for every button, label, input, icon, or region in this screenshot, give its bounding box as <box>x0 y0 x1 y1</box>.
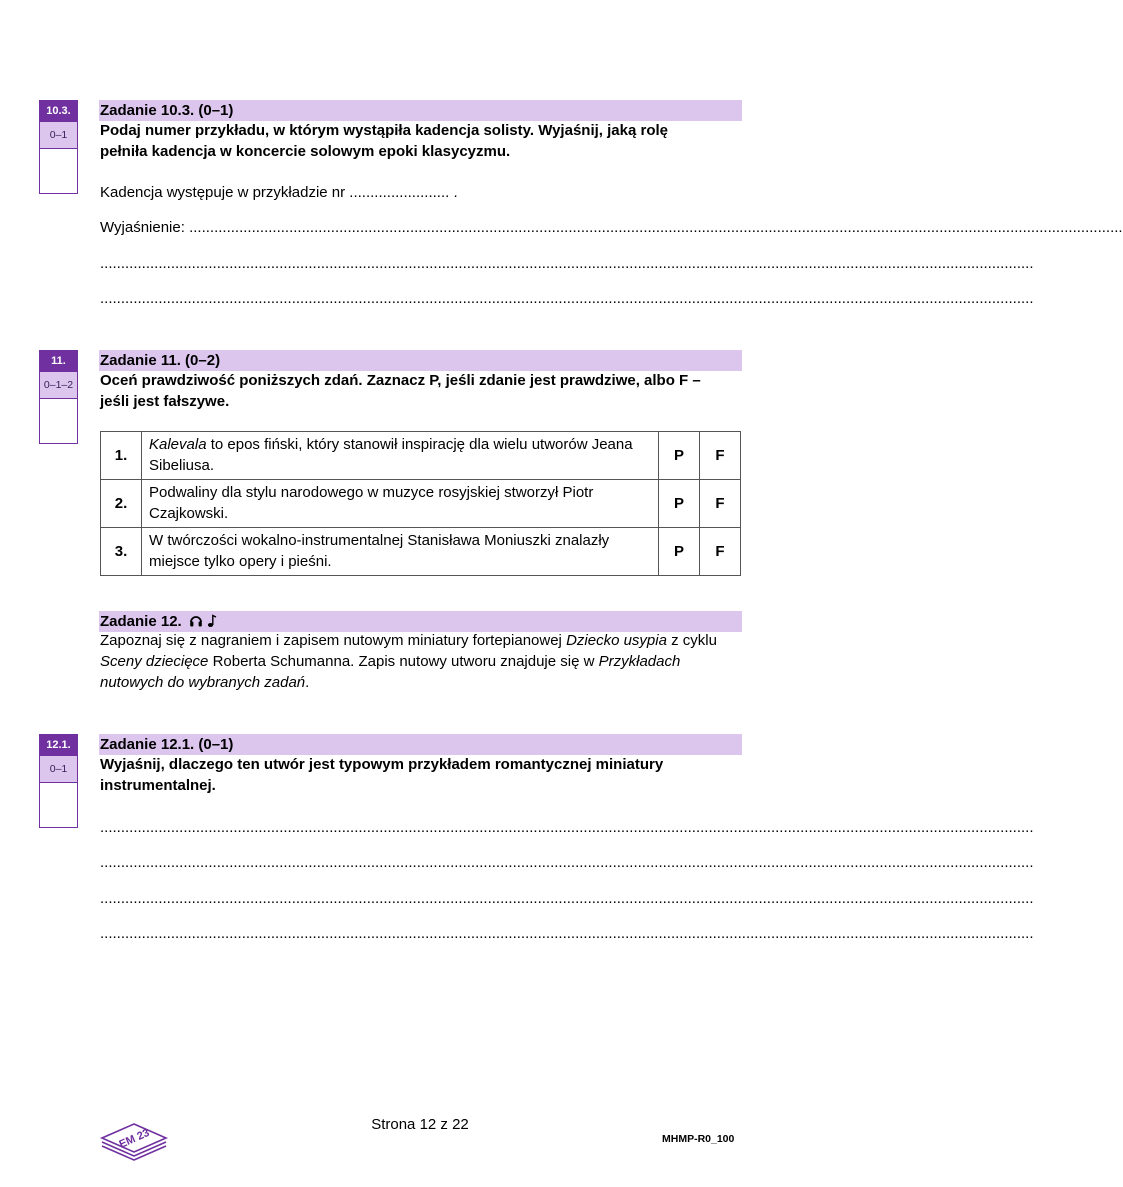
dotted-answer-line: ................................................................................................................................................................................................................................ <box>189 219 1123 236</box>
table-row <box>101 432 741 480</box>
task-question-11 <box>100 370 740 412</box>
false-option[interactable]: F <box>700 432 741 480</box>
statement <box>142 528 659 576</box>
question-line: Oceń prawdziwość poniższych zdań. Zaznacz P, jeśli zdanie jest prawdziwe, albo F – <box>100 372 701 389</box>
task-points-badge: 0–1 <box>40 756 77 783</box>
task-title-12-1: Zadanie 12.1. (0–1) <box>99 734 742 755</box>
score-input-box[interactable] <box>40 399 77 443</box>
statement-text: Podwaliny dla stylu narodowego w muzyce rosyjskiej stworzył Piotr <box>149 484 594 501</box>
music-note-icon <box>207 614 217 628</box>
logo-text: EM 23 <box>117 1126 152 1151</box>
explanation-line-2[interactable]: ................................................................................................................................................................................................................................ <box>100 255 1034 272</box>
task-12-intro <box>100 630 745 693</box>
intro-text: . <box>305 674 310 691</box>
answer-line-3[interactable]: ................................................................................................................................................................................................................................ <box>100 890 1034 907</box>
page-number: Strona 12 z 22 <box>371 1116 469 1133</box>
question-line: Wyjaśnij, dlaczego ten utwór jest typowym przykładem romantycznej miniatury <box>100 756 664 773</box>
task-number-badge: 11. <box>40 351 77 372</box>
task-points-badge: 0–1 <box>40 122 77 149</box>
task-title-text: Zadanie 12. <box>100 613 182 630</box>
statement-italic: Kalevala <box>149 436 207 453</box>
question-line: instrumentalnej. <box>100 777 216 794</box>
question-line: pełniła kadencja w koncercie solowym epoki klasycyzmu. <box>100 143 511 160</box>
true-option[interactable]: P <box>659 528 700 576</box>
true-option[interactable]: P <box>659 432 700 480</box>
statement-text: miejsce tylko opery i pieśni. <box>149 553 332 570</box>
statement-text: Sibeliusa. <box>149 457 215 474</box>
task-number-badge: 10.3. <box>40 101 77 122</box>
score-box-11 <box>39 350 78 444</box>
true-false-table <box>100 431 741 576</box>
statement <box>142 432 659 480</box>
row-number: 1. <box>101 432 142 480</box>
statement-text: Czajkowski. <box>149 505 229 522</box>
intro-text: Roberta Schumanna. Zapis nutowy utworu znajduje się w <box>208 653 599 670</box>
false-option[interactable]: F <box>700 480 741 528</box>
answer-line-4[interactable]: ................................................................................................................................................................................................................................ <box>100 925 1034 942</box>
task-title-10-3: Zadanie 10.3. (0–1) <box>99 100 742 121</box>
intro-text: Zapoznaj się z nagraniem i zapisem nutowym miniatury fortepianowej <box>100 632 567 649</box>
task-question-12-1 <box>100 754 740 796</box>
question-line: jeśli jest fałszywe. <box>100 393 230 410</box>
false-option[interactable]: F <box>700 528 741 576</box>
headphones-icon <box>189 614 203 628</box>
question-line: Podaj numer przykładu, w którym wystąpiła kadencja solisty. Wyjaśnij, jaką rolę <box>100 122 668 139</box>
exam-code: MHMP-R0_100 <box>662 1133 735 1145</box>
row-number: 3. <box>101 528 142 576</box>
task-title-12 <box>99 611 742 632</box>
answer-line-1[interactable]: ................................................................................................................................................................................................................................ <box>100 819 1034 836</box>
explanation-line-1[interactable] <box>100 217 1123 238</box>
intro-text: z cyklu <box>666 632 717 649</box>
intro-italic: Dziecko usypia <box>566 632 667 649</box>
table-row <box>101 528 741 576</box>
explanation-label: Wyjaśnienie: <box>100 219 190 236</box>
score-input-box[interactable] <box>40 783 77 827</box>
statement-text: to epos fiński, który stanowił inspirację dla wielu utworów Jeana <box>206 436 633 453</box>
score-input-box[interactable] <box>40 149 77 193</box>
statement <box>142 480 659 528</box>
score-box-10-3 <box>39 100 78 194</box>
task-question-10-3 <box>100 120 740 162</box>
explanation-line-3[interactable]: ................................................................................................................................................................................................................................ <box>100 290 1034 307</box>
task-number-badge: 12.1. <box>40 735 77 756</box>
score-box-12-1 <box>39 734 78 828</box>
row-number: 2. <box>101 480 142 528</box>
answer-prompt-10-3[interactable]: Kadencja występuje w przykładzie nr ........................ . <box>100 184 458 201</box>
statement-text: W twórczości wokalno-instrumentalnej Stanisława Moniuszki znalazły <box>149 532 610 549</box>
intro-italic: Sceny dziecięce <box>100 653 209 670</box>
intro-italic: Przykładach nutowych do wybranych zadań <box>100 653 681 691</box>
task-title-11: Zadanie 11. (0–2) <box>99 350 742 371</box>
task-points-badge: 0–1–2 <box>40 372 77 399</box>
table-row <box>101 480 741 528</box>
answer-line-2[interactable]: ................................................................................................................................................................................................................................ <box>100 854 1034 871</box>
true-option[interactable]: P <box>659 480 700 528</box>
